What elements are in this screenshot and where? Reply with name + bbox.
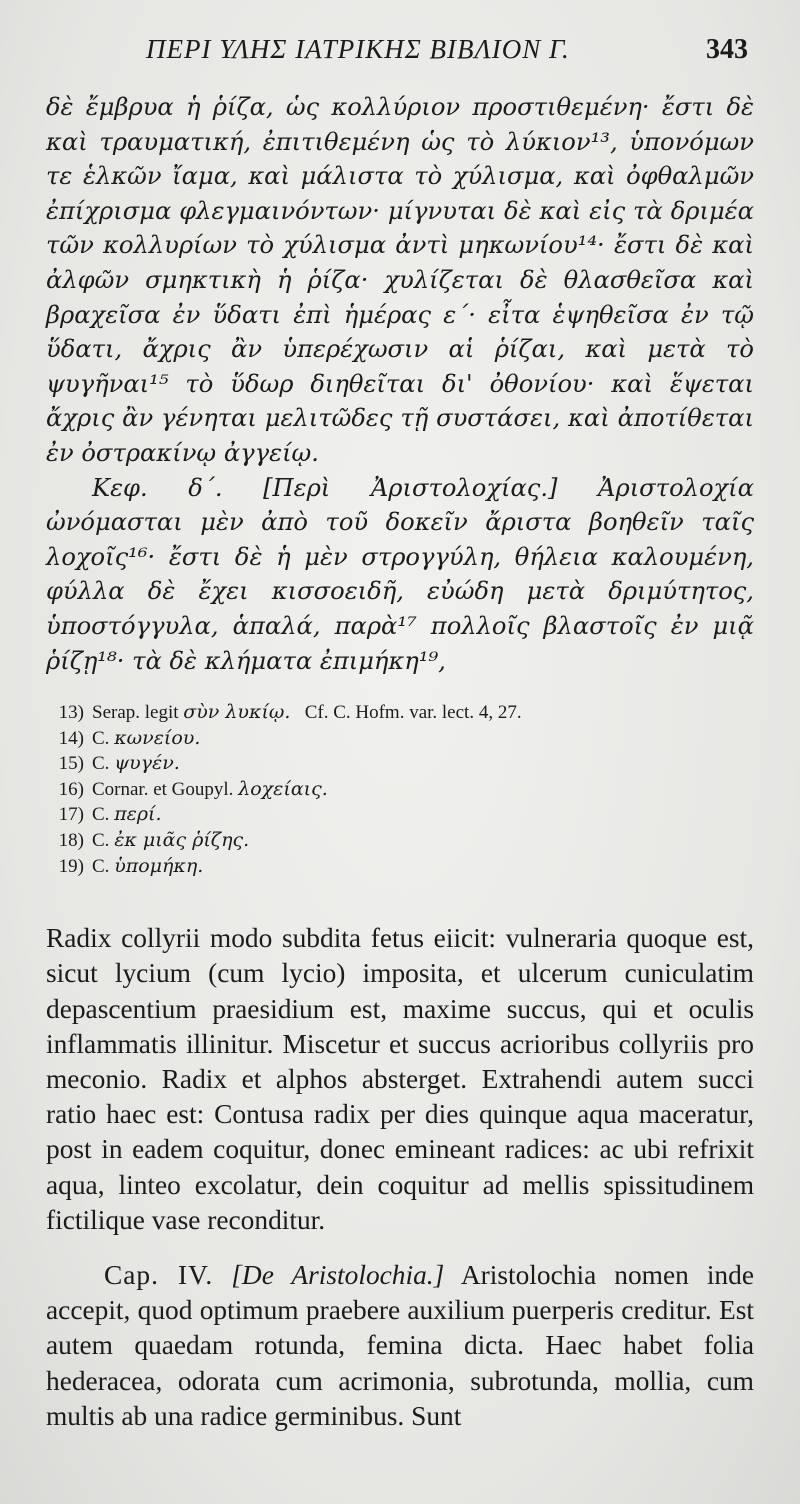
footnote-source: C. (92, 753, 115, 775)
footnote-greek: ἐκ μιᾶς ῥίζης. (114, 829, 250, 852)
footnote-number: 13) (58, 702, 84, 724)
footnote (46, 828, 754, 854)
greek-chapter-paragraph: Κεφ. δ΄. [Περὶ Ἀριστολοχίας.] Ἀριστολοχία ὠνόμασται μὲν ἀπὸ τοῦ δοκεῖν ἄριστα βοηθεῖν ταῖς λοχοῖς¹⁶· ἔστι δὲ ἡ μὲν στρογγύλη, θήλεια καλουμένη, φύλλα δὲ ἔχει κισσοειδῆ, εὐώδη μετὰ δριμύτητος, ὑποστόγγυλα, ἁπαλά, παρὰ¹⁷ πολλοῖς βλαστοῖς ἐν μιᾷ ῥίζῃ¹⁸· τὰ δὲ κλήματα ἐπιμήκη¹⁹, (46, 473, 754, 675)
footnote-text (92, 828, 249, 854)
footnote (46, 700, 754, 726)
latin-paragraph-1: Radix collyrii modo subdita fetus eiicit: vulneraria quoque est, sicut lycium (cum lycio) imposita, et ulcerum cuniculatim depascentium praesidium est, maxime succus, qui et oculis inflammatis illinitur. Miscetur et succus acrioribus collyriis pro meconio. Radix et alphos absterget. Extrahendi autem succi ratio haec est: Contusa radix per dies quinque aqua maceratur, post in eadem coquitur, donec emineant radices: ac ubi refrixit aqua, linteo excolatur, dein coquitur ad mellis spissitudinem fictilique vase reconditur. (46, 923, 754, 1235)
footnote (46, 802, 754, 828)
footnote-number: 14) (58, 727, 84, 749)
latin-paragraph-2: Aristolochia nomen inde accepit, quod optimum praebere auxilium puerperis creditur. Est autem quaedam rotunda, femina dicta. Haec habet folia hederacea, odorata cum acrimonia, subrotunda, mollia, cum multis ab una radice germinibus. Sunt (46, 1260, 754, 1431)
page-header (46, 34, 754, 90)
footnote-greek: σὺν λυκίῳ. (183, 701, 291, 724)
footnote-number: 15) (58, 753, 84, 775)
footnote-text (92, 700, 522, 726)
footnote-source: C. (92, 830, 115, 852)
footnote (46, 751, 754, 777)
footnote-text (92, 854, 203, 880)
footnote-after: Cf. C. Hofm. var. lect. 4, 27. (290, 702, 522, 724)
footnote-text (92, 802, 162, 828)
footnote-source: C. (92, 727, 115, 749)
footnote-number: 19) (58, 855, 84, 877)
footnote-greek: ὑπομήκη. (114, 854, 204, 877)
footnote-number: 18) (58, 830, 84, 852)
footnote-text (92, 726, 200, 752)
greek-continuation-paragraph: δὲ ἔμβρυα ἡ ῥίζα, ὡς κολλύριον προστιθεμένη· ἔστι δὲ καὶ τραυματική, ἐπιτιθεμένη ὡς τὸ λύκιον¹³, ὑπονόμων τε ἑλκῶν ἴαμα, καὶ μάλιστα τὸ χύλισμα, καὶ ὀφθαλμῶν ἐπίχρισμα φλεγμαινόντων· μίγνυται δὲ καὶ εἰς τὰ δριμέα τῶν κολλυρίων τὸ χύλισμα ἀντὶ μηκωνίου¹⁴· ἔστι δὲ καὶ ἀλφῶν σμηκτικὴ ἡ ῥίζα· χυλίζεται δὲ θλασθεῖσα καὶ βραχεῖσα ἐν ὕδατι ἐπὶ ἡμέρας ε΄· εἶτα ἑψηθεῖσα ἐν τῷ ὕδατι, ἄχρις ἂν ὑπερέχωσιν αἱ ῥίζαι, καὶ μετὰ τὸ ψυγῆναι¹⁵ τὸ ὕδωρ διηθεῖται δι' ὀθονίου· καὶ ἕψεται ἄχρις ἂν γένηται μελιτῶδες τῇ συστάσει, καὶ ἀποτίθεται ἐν ὀστρακίνῳ ἀγγείῳ. (46, 93, 754, 467)
footnote (46, 854, 754, 880)
footnote-text (92, 777, 328, 803)
chapter-label: Cap. IV. (104, 1260, 214, 1291)
footnote-source: C. (92, 804, 115, 826)
footnote-greek: ψυγέν. (114, 752, 180, 775)
footnote-greek: περί. (114, 803, 162, 826)
footnotes (46, 700, 754, 879)
footnote-greek: λοχείαις. (238, 777, 328, 800)
footnote (46, 777, 754, 803)
chapter-title: [De Aristolochia.] (231, 1260, 445, 1291)
latin-chapter-paragraph (46, 1258, 754, 1434)
footnote-number: 16) (58, 778, 84, 800)
footnote-source: C. (92, 855, 115, 877)
footnote-number: 17) (58, 804, 84, 826)
page-number: 343 (706, 34, 748, 65)
footnote-text (92, 751, 180, 777)
footnote (46, 726, 754, 752)
running-head: ΠΕΡΙ ΥΛΗΣ ΙΑΤΡΙΚΗΣ ΒΙΒΛΙΟΝ Γ. (146, 34, 570, 64)
footnote-source: Cornar. et Goupyl. (92, 778, 239, 800)
footnote-source: Serap. legit (92, 702, 184, 724)
footnote-greek: κωνείου. (114, 726, 201, 749)
